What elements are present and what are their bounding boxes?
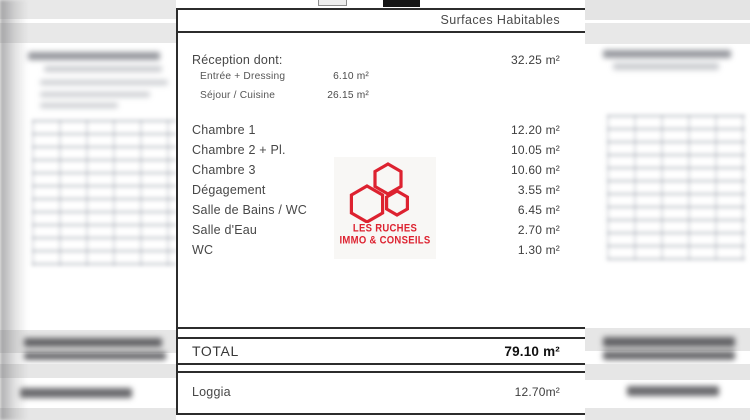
loggia-label: Loggia bbox=[192, 385, 231, 399]
room-label: Chambre 1 bbox=[192, 123, 256, 137]
room-value: 1.30 m² bbox=[517, 243, 560, 257]
room-label: Chambre 2 + Pl. bbox=[192, 143, 286, 157]
room-value: 6.45 m² bbox=[517, 203, 560, 217]
blurred-text-line bbox=[28, 52, 160, 60]
blurred-text-line bbox=[20, 388, 132, 398]
blurred-text-line bbox=[603, 351, 735, 360]
table-header bbox=[176, 9, 585, 30]
loggia-row bbox=[176, 381, 585, 403]
sub-room-label: Séjour / Cuisine bbox=[200, 90, 276, 101]
blurred-text-line bbox=[24, 352, 166, 360]
sub-room-label: Entrée + Dressing bbox=[200, 71, 286, 82]
surface-table-document bbox=[176, 0, 585, 420]
room-label: Salle d'Eau bbox=[192, 223, 258, 237]
blurred-text-line bbox=[613, 63, 719, 70]
room-row bbox=[176, 120, 585, 140]
reception-value: 32.25 m² bbox=[511, 53, 560, 67]
loggia-value: 12.70m² bbox=[514, 385, 560, 399]
rule-total-top-1 bbox=[176, 327, 585, 329]
blurred-band bbox=[585, 0, 750, 20]
total-row bbox=[176, 339, 585, 363]
rule-bottom bbox=[176, 413, 585, 415]
room-label: Salle de Bains / WC bbox=[192, 203, 307, 217]
rule-total-bottom-2 bbox=[176, 371, 585, 373]
blurred-text-line bbox=[40, 92, 150, 97]
agency-logo bbox=[334, 157, 436, 259]
blurred-band bbox=[585, 364, 750, 380]
room-label: WC bbox=[192, 243, 214, 257]
room-label: Dégagement bbox=[192, 183, 266, 197]
blurred-text-line bbox=[603, 50, 731, 58]
blurred-text-line bbox=[40, 80, 168, 85]
blurred-text-line bbox=[44, 66, 162, 72]
legend-swatch-black bbox=[383, 0, 420, 7]
rule-total-bottom-1 bbox=[176, 363, 585, 365]
blurred-right-page bbox=[585, 0, 750, 420]
room-value: 3.55 m² bbox=[517, 183, 560, 197]
blurred-table bbox=[32, 120, 176, 266]
blurred-text-line bbox=[40, 103, 118, 108]
table-header-title: Surfaces Habitables bbox=[440, 12, 560, 27]
total-label: TOTAL bbox=[192, 343, 239, 359]
reception-row bbox=[176, 50, 585, 70]
blurred-band bbox=[585, 23, 750, 44]
room-label: Chambre 3 bbox=[192, 163, 256, 177]
room-value: 2.70 m² bbox=[517, 223, 560, 237]
page-edge-shadow bbox=[0, 0, 28, 420]
room-value: 10.05 m² bbox=[511, 143, 560, 157]
total-value: 79.10 m² bbox=[504, 343, 560, 359]
honeycomb-hexagons-icon bbox=[337, 159, 433, 223]
blurred-band bbox=[585, 408, 750, 420]
reception-label: Réception dont: bbox=[192, 53, 283, 67]
sub-room-value: 26.15 m² bbox=[327, 90, 369, 101]
blurred-text-line bbox=[603, 337, 735, 347]
reception-sub-row bbox=[176, 88, 585, 104]
legend-swatch-gray bbox=[318, 0, 347, 6]
blurred-left-page bbox=[0, 0, 176, 420]
logo-text-line2: IMMO & CONSEILS bbox=[339, 234, 431, 247]
rule-under-header bbox=[176, 31, 585, 33]
blurred-text-line bbox=[627, 386, 719, 396]
logo-text-line1: LES RUCHES bbox=[352, 222, 418, 235]
sub-room-value: 6.10 m² bbox=[333, 71, 369, 82]
blurred-table bbox=[607, 115, 745, 260]
blurred-text-line bbox=[24, 338, 162, 347]
reception-sub-row bbox=[176, 69, 585, 85]
room-value: 10.60 m² bbox=[511, 163, 560, 177]
room-value: 12.20 m² bbox=[511, 123, 560, 137]
